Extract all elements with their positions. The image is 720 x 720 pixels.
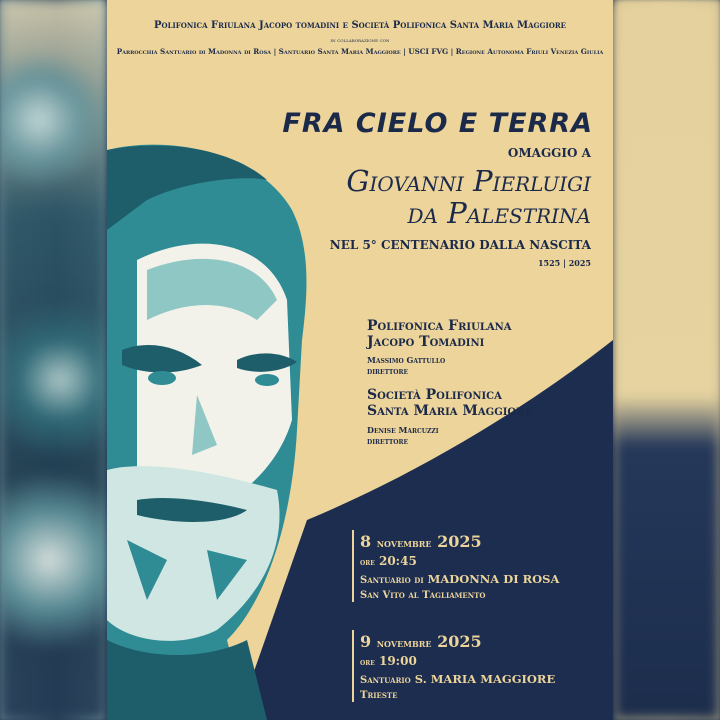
event-1-year: 2025 <box>437 532 482 551</box>
choir-2-name <box>367 387 532 419</box>
choir-1-director <box>367 355 445 377</box>
choir-1-name-line2: Jacopo Tomadini <box>367 334 485 350</box>
choir-1-director-name: Massimo Gattullo <box>367 355 446 365</box>
event-2-time <box>360 654 417 668</box>
event-1-venue <box>360 572 559 586</box>
event-1-venue-name: MADONNA DI ROSA <box>427 572 560 586</box>
tribute-label: OMAGGIO A <box>507 146 591 160</box>
event-1-month: novembre <box>376 536 432 550</box>
event-2-venue-name: S. MARIA MAGGIORE <box>414 672 556 686</box>
choir-2-name-line1: Società Polifonica <box>367 387 502 403</box>
event-2-date <box>360 632 482 651</box>
event-1-city: San Vito al Tagliamento <box>360 590 486 601</box>
composer-name-line1: Giovanni Pierluigi <box>346 164 591 198</box>
event-2-venue-prefix: Santuario <box>360 675 411 686</box>
event-2-venue <box>360 672 555 686</box>
event-2-time-label: ore <box>360 658 375 668</box>
event-1-venue-prefix: Santuario di <box>360 575 424 586</box>
event-2-city: Trieste <box>360 690 398 701</box>
years-label: 1525 | 2025 <box>537 258 591 268</box>
choir-2-director-role: direttore <box>367 436 409 446</box>
collaboration-label: in collaborazione con <box>330 38 390 44</box>
choir-1-name-line1: Polifonica Friulana <box>367 318 512 334</box>
organizers-line: Polifonica Friulana Jacopo tomadini e Società Polifonica Santa Maria Maggiore <box>153 20 567 31</box>
event-1-time-label: ore <box>360 558 375 568</box>
event-2-divider <box>352 630 354 702</box>
choir-2-name-line2: Santa Maria Maggiore <box>367 403 533 419</box>
event-2-day: 9 <box>360 632 372 651</box>
choir-2-director-name: Denise Marcuzzi <box>367 425 439 435</box>
composer-name-line2: da Palestrina <box>407 196 591 230</box>
choir-2-director <box>367 425 439 447</box>
partners-line: Parrocchia Santuario di Madonna di Rosa | Santuario Santa Maria Maggiore | USCI FVG | Regione Autonoma Friuli Venezia Giulia <box>116 47 604 56</box>
event-1-day: 8 <box>360 532 372 551</box>
event-1-time-value: 20:45 <box>378 554 417 568</box>
choir-1-name <box>367 318 512 350</box>
poster-title: FRA CIELO E TERRA <box>282 108 593 139</box>
event-2-month: novembre <box>376 636 432 650</box>
choir-1-director-role: direttore <box>367 366 409 376</box>
blurred-background-right <box>613 0 720 720</box>
blurred-background-left <box>0 0 107 720</box>
centenary-label: NEL 5° CENTENARIO DALLA NASCITA <box>329 238 591 252</box>
event-1-divider <box>352 530 354 602</box>
event-1-time <box>360 554 417 568</box>
event-1-date <box>360 532 482 551</box>
event-2-year: 2025 <box>437 632 482 651</box>
event-2-time-value: 19:00 <box>378 654 417 668</box>
concert-poster <box>107 0 613 720</box>
